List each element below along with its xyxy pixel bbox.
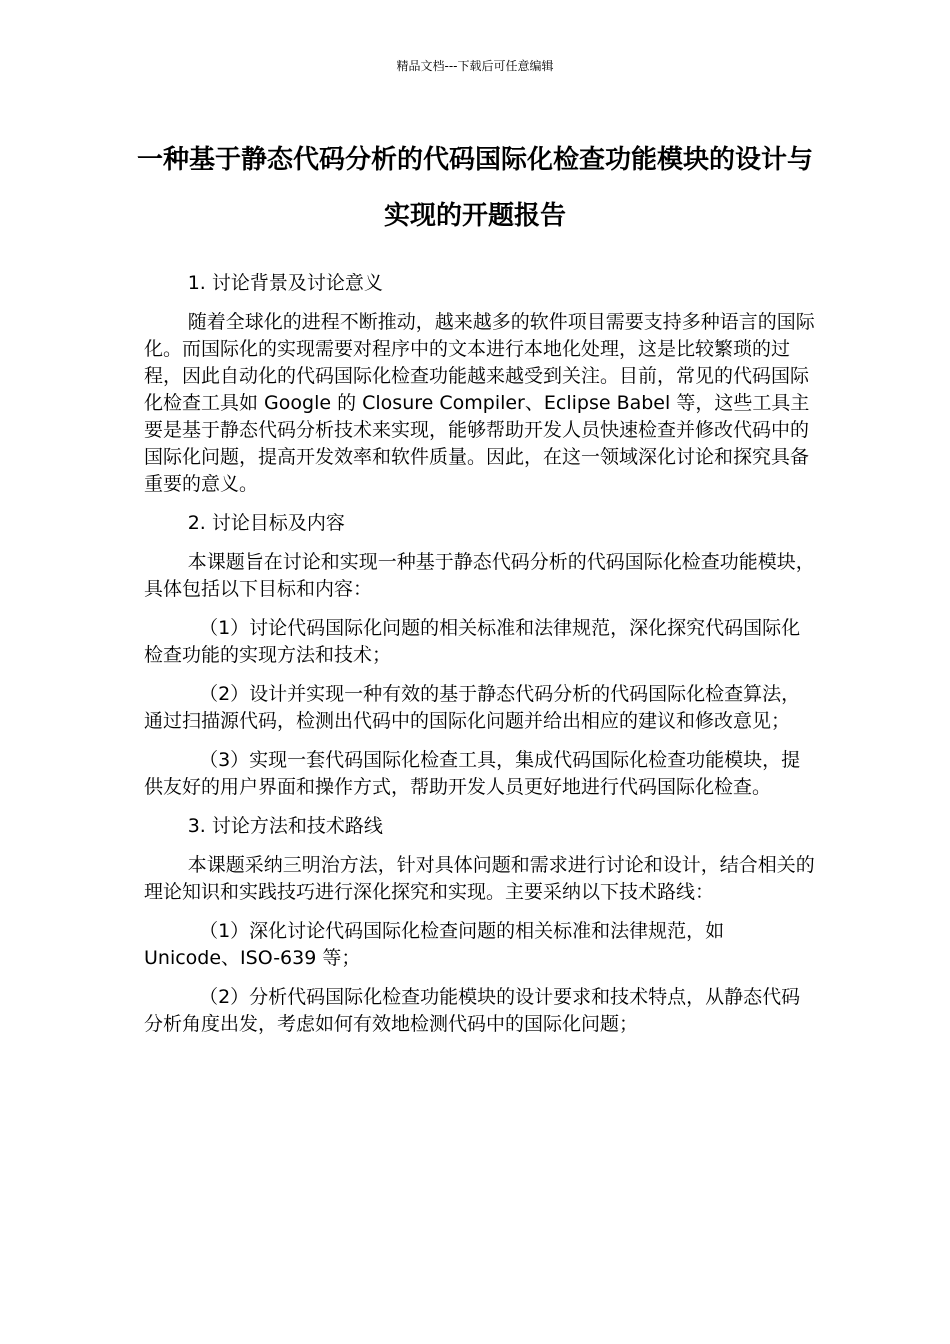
list-item: （1）深化讨论代码国际化检查问题的相关标准和法律规范，如 Unicode、ISO-639 等； (144, 920, 725, 969)
section-heading: 2. 讨论目标及内容 (187, 512, 345, 534)
body-paragraph: 本课题旨在讨论和实现一种基于静态代码分析的代码国际化检查功能模块，具体包括以下目标和内容： (144, 551, 815, 600)
list-item: （2）设计并实现一种有效的基于静态代码分析的代码国际化检查算法，通过扫描源代码，检测出代码中的国际化问题并给出相应的建议和修改意见； (144, 683, 801, 732)
document-title: 一种基于静态代码分析的代码国际化检查功能模块的设计与实现的开题报告 (136, 145, 813, 231)
list-item: （1）讨论代码国际化问题的相关标准和法律规范，深化探究代码国际化检查功能的实现方法和技术； (144, 617, 801, 666)
section-heading: 1. 讨论背景及讨论意义 (187, 272, 383, 294)
body-paragraph: 本课题采纳三明治方法，针对具体问题和需求进行讨论和设计，结合相关的理论知识和实践技巧进行深化探究和实现。主要采纳以下技术路线： (144, 854, 815, 903)
list-item: （3）实现一套代码国际化检查工具，集成代码国际化检查功能模块，提供友好的用户界面和操作方式，帮助开发人员更好地进行代码国际化检查。 (144, 749, 801, 798)
document-body (144, 270, 816, 1050)
header-note: 精品文档---下载后可任意编辑 (396, 59, 554, 73)
list-item: （2）分析代码国际化检查功能模块的设计要求和技术特点，从静态代码分析角度出发，考虑如何有效地检测代码中的国际化问题； (144, 986, 801, 1035)
body-paragraph: 随着全球化的进程不断推动，越来越多的软件项目需要支持多种语言的国际化。而国际化的实现需要对程序中的文本进行本地化处理，这是比较繁琐的过程，因此自动化的代码国际化检查功能越来越受到关注。目前，常见的代码国际化检查工具如 Google 的 Closure Compiler、Eclipse Babel 等，这些工具主要是基于静态代码分析技术来实现，能够帮助开发人员快速检查并修改代码中的国际化问题，提高开发效率和软件质量。因此，在这一领域深化讨论和探究具备重要的意义。 (144, 311, 815, 495)
section-heading: 3. 讨论方法和技术路线 (187, 815, 383, 837)
